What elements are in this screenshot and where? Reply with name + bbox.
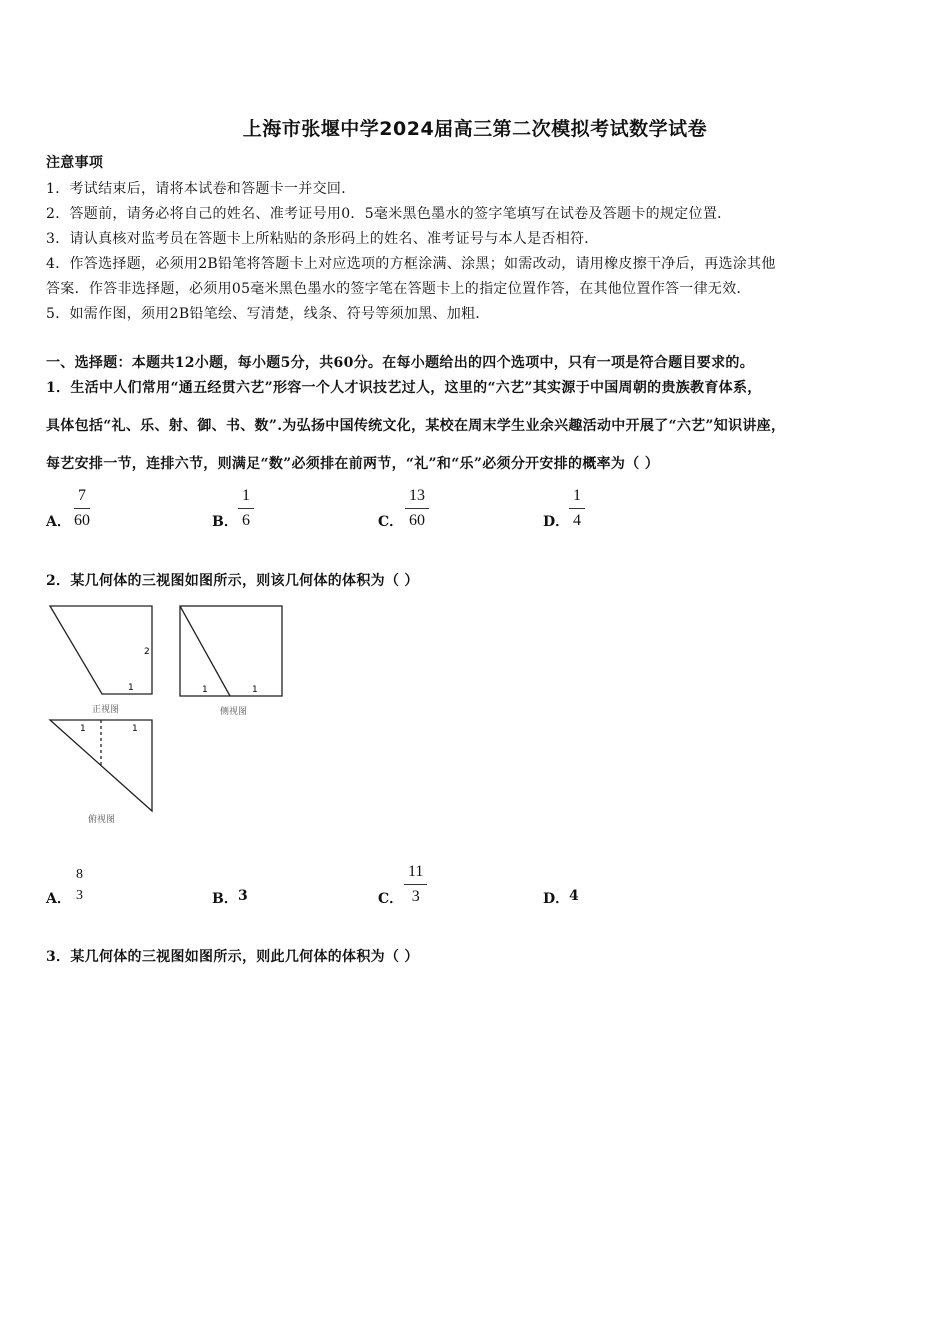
q1-stem-line: 1．生活中人们常用“通五经贯六艺”形容一个人才识技艺过人，这里的“六艺”其实源于中国周朝的贵族教育体系， [46, 380, 762, 396]
q1-stem-line: 具体包括“礼、乐、射、御、书、数”.为弘扬中国传统文化，某校在周末学生业余兴趣活动中开展了“六艺”知识讲座， [46, 418, 786, 434]
notice-item: 1．考试结束后，请将本试卷和答题卡一并交回． [46, 181, 356, 197]
fraction [405, 486, 429, 531]
notice-item: 答案．作答非选择题，必须用05毫米黑色墨水的签字笔在答题卡上的指定位置作答，在其他位置作答一律无效． [46, 281, 751, 297]
option-letter: D． [543, 891, 570, 907]
q1-stem-line: 每艺安排一节，连排六节，则满足“数”必须排在前两节，“礼”和“乐”必须分开安排的概率为（ ） [46, 456, 659, 472]
dim-label: 1 [128, 683, 134, 693]
option-letter: A． [46, 514, 71, 530]
numerator: 13 [405, 486, 429, 509]
option-value: 3 [238, 888, 248, 904]
side-view [180, 606, 282, 717]
denominator: 3 [76, 888, 83, 903]
numerator: 8 [76, 867, 83, 882]
fraction [72, 866, 87, 904]
q2-stem: 2．某几何体的三视图如图所示，则该几何体的体积为（ ） [46, 573, 419, 589]
dim-label: 1 [202, 685, 208, 695]
q3-stem: 3．某几何体的三视图如图所示，则此几何体的体积为（ ） [46, 949, 419, 965]
option-letter: A． [46, 891, 71, 907]
top-view [50, 720, 152, 825]
option-value: 4 [569, 888, 579, 904]
denominator: 60 [409, 512, 425, 529]
denominator: 3 [411, 888, 420, 905]
front-view-label: 正视图 [92, 705, 120, 715]
numerator: 11 [404, 862, 427, 885]
numerator: 1 [238, 486, 254, 509]
top-view-label: 俯视图 [88, 815, 116, 825]
denominator: 4 [573, 512, 581, 529]
fraction [238, 486, 254, 531]
option-letter: C． [378, 891, 404, 907]
notice-item: 3．请认真核对监考员在答题卡上所粘贴的条形码上的姓名、准考证号与本人是否相符． [46, 231, 599, 247]
fraction [569, 486, 585, 531]
side-view-label: 侧视图 [220, 707, 248, 717]
front-view-shape [50, 606, 152, 694]
side-view-frame [180, 606, 282, 696]
front-view [50, 606, 152, 715]
option-letter: B． [212, 514, 238, 530]
notice-item: 5．如需作图，须用2B铅笔绘、写清楚，线条、符号等须加黑、加粗． [46, 306, 490, 322]
numerator: 1 [569, 486, 585, 509]
fraction [404, 862, 427, 907]
notice-item: 4．作答选择题，必须用2B铅笔将答题卡上对应选项的方框涂满、涂黑；如需改动，请用橡皮擦干净后，再选涂其他 [46, 256, 776, 272]
dim-label: 2 [144, 647, 150, 657]
dim-label: 1 [132, 724, 138, 734]
option-letter: C． [378, 514, 404, 530]
denominator: 60 [74, 512, 90, 529]
numerator: 7 [74, 486, 90, 509]
page-title: 上海市张堰中学2024届高三第二次模拟考试数学试卷 [242, 118, 708, 140]
notice-item: 2．答题前，请务必将自己的姓名、准考证号用0．5毫米黑色墨水的签字笔填写在试卷及答题卡的规定位置． [46, 206, 732, 222]
denominator: 6 [242, 512, 250, 529]
section-heading: 一、选择题：本题共12小题，每小题5分，共60分。在每小题给出的四个选项中，只有一项是符合题目要求的。 [46, 355, 755, 371]
side-view-diagonal [180, 606, 230, 696]
notice-heading: 注意事项 [46, 155, 104, 171]
option-letter: B． [212, 891, 238, 907]
dim-label: 1 [252, 685, 258, 695]
option-letter: D． [543, 514, 570, 530]
three-view-figure [40, 598, 300, 838]
dim-label: 1 [80, 724, 86, 734]
fraction [74, 486, 90, 531]
